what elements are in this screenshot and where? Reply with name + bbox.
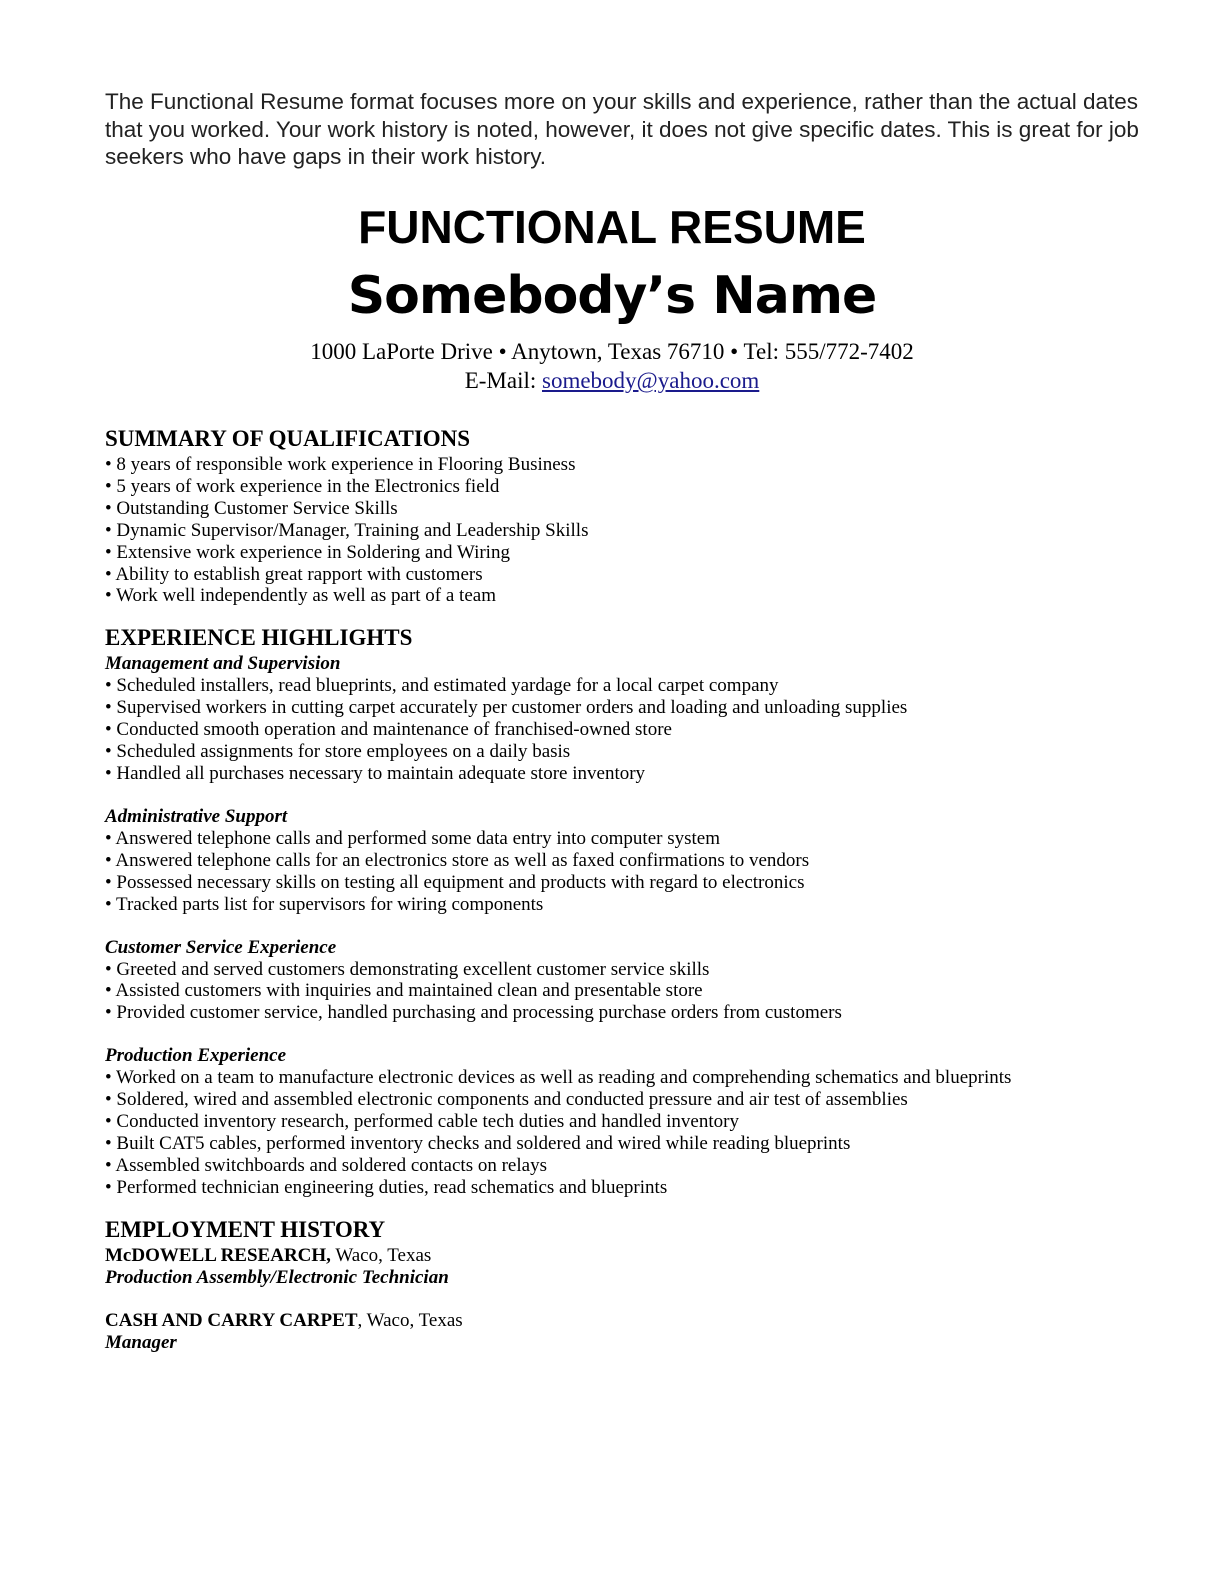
section-heading: EXPERIENCE HIGHLIGHTS <box>105 625 413 651</box>
section-heading: EMPLOYMENT HISTORY <box>105 1216 386 1242</box>
list-item: • Answered telephone calls and performed some data entry into computer system <box>105 827 720 849</box>
summary-section <box>105 424 1011 607</box>
list-item: • Extensive work experience in Soldering and Wiring <box>105 541 510 563</box>
job-location: Waco, Texas <box>330 1244 432 1266</box>
experience-group <box>105 937 1011 1025</box>
list-item: • Scheduled assignments for store employees on a daily basis <box>105 741 571 763</box>
list-item: • Conducted smooth operation and maintenance of franchised-owned store <box>105 719 672 741</box>
document-title: FUNCTIONAL RESUME <box>358 201 866 253</box>
list-item: • Handled all purchases necessary to maintain adequate store inventory <box>105 762 646 784</box>
list-item: • Scheduled installers, read blueprints, and estimated yardage for a local carpet company <box>105 675 779 697</box>
list-item: • Ability to establish great rapport with customers <box>105 563 483 585</box>
company-name: CASH AND CARRY CARPET <box>105 1310 358 1332</box>
company-name: McDOWELL RESEARCH, <box>105 1244 331 1266</box>
experience-group <box>105 806 1011 916</box>
list-item: • Assisted customers with inquiries and maintained clean and presentable store <box>105 980 703 1002</box>
list-item: • Dynamic Supervisor/Manager, Training and Leadership Skills <box>105 519 589 541</box>
job-line <box>105 1245 1011 1267</box>
resume-body <box>105 424 1011 1376</box>
list-item: • Provided customer service, handled purchasing and processing purchase orders from customers <box>105 1002 842 1024</box>
list-item: • Performed technician engineering duties, read schematics and blueprints <box>105 1176 668 1198</box>
list-item: • Possessed necessary skills on testing all equipment and products with regard to electronics <box>105 871 805 893</box>
experience-section <box>105 623 1011 1198</box>
job-entry <box>105 1245 1011 1289</box>
list-item: • Soldered, wired and assembled electronic components and conducted pressure and air test of assemblies <box>105 1089 908 1111</box>
group-title: Production Experience <box>105 1045 287 1067</box>
list-item: • Work well independently as well as part of a team <box>105 585 496 607</box>
job-role: Production Assembly/Electronic Technician <box>105 1266 449 1288</box>
group-title: Management and Supervision <box>105 653 341 675</box>
address-line: 1000 LaPorte Drive • Anytown, Texas 76710 • Tel: 555/772-7402 <box>310 339 914 364</box>
intro-text: The Functional Resume format focuses more on your skills and experience, rather than the actual dates that you worked. Your work history is noted, however, it does not give specific dates. This is great for job seekers who have gaps in their work history. <box>105 89 1139 169</box>
job-entry <box>105 1310 1011 1354</box>
list-item: • Built CAT5 cables, performed inventory checks and soldered and wired while reading blueprints <box>105 1132 851 1154</box>
list-item: • Tracked parts list for supervisors for wiring components <box>105 893 544 915</box>
group-title: Administrative Support <box>105 805 288 827</box>
job-role: Manager <box>105 1332 177 1354</box>
section-heading: SUMMARY OF QUALIFICATIONS <box>105 426 471 451</box>
job-location: , Waco, Texas <box>357 1310 463 1332</box>
list-item: • Conducted inventory research, performed cable tech duties and handled inventory <box>105 1111 739 1133</box>
experience-group <box>105 1045 1011 1198</box>
list-item: • Worked on a team to manufacture electronic devices as well as reading and comprehending schematics and blueprints <box>105 1067 1012 1089</box>
list-item: • Greeted and served customers demonstrating excellent customer service skills <box>105 958 710 980</box>
list-item: • 8 years of responsible work experience in Flooring Business <box>105 454 576 475</box>
group-title: Customer Service Experience <box>105 936 337 958</box>
experience-group <box>105 653 1011 785</box>
list-item: • 5 years of work experience in the Electronics field <box>105 475 500 497</box>
list-item: • Answered telephone calls for an electronics store as well as faxed confirmations to vendors <box>105 849 810 871</box>
contact-block <box>0 337 1224 395</box>
list-item: • Supervised workers in cutting carpet accurately per customer orders and loading and unloading supplies <box>105 697 908 719</box>
email-label: E-Mail: <box>464 368 542 393</box>
employment-section <box>105 1215 1011 1355</box>
email-link[interactable]: somebody@yahoo.com <box>542 368 760 393</box>
candidate-name: Somebody’s Name <box>347 266 877 326</box>
job-line <box>105 1310 1011 1332</box>
list-item: • Assembled switchboards and soldered contacts on relays <box>105 1154 547 1176</box>
list-item: • Outstanding Customer Service Skills <box>105 497 398 519</box>
